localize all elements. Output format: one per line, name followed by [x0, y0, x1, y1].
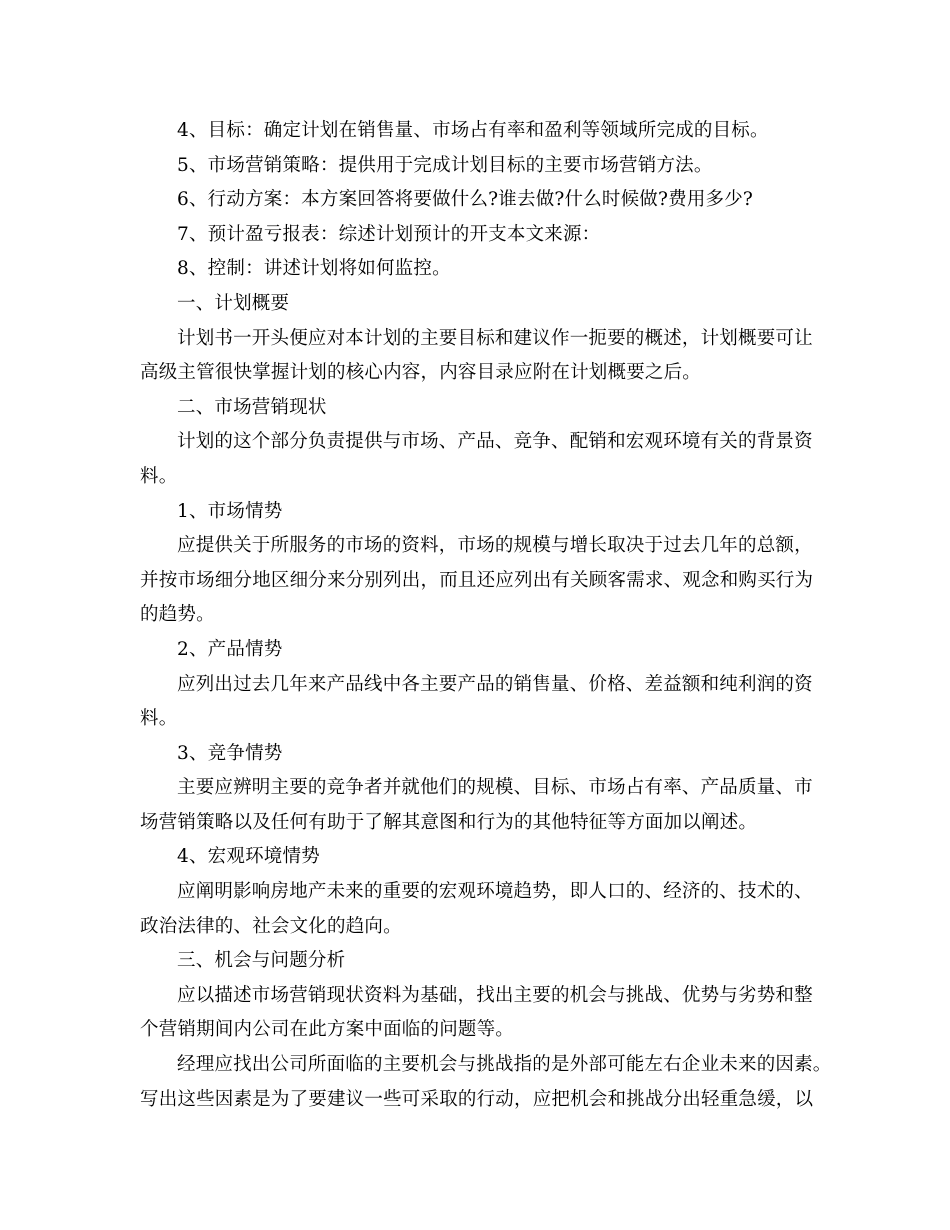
text-line: 4、目标：确定计划在销售量、市场占有率和盈利等领域所完成的目标。 — [177, 120, 769, 141]
text-line: 8、控制：讲述计划将如何监控。 — [177, 258, 451, 280]
text-line: 的趋势。 — [140, 604, 215, 626]
text-line: 料。 — [140, 708, 178, 730]
text-line: 高级主管很快掌握计划的核心内容，内容目录应附在计划概要之后。 — [140, 362, 702, 384]
section-heading: 三、机会与问题分析 — [177, 950, 346, 972]
document-page — [140, 114, 830, 1117]
section-heading: 一、计划概要 — [177, 292, 290, 314]
text-line: 应以描述市场营销现状资料为基础，找出主要的机会与挑战、优势与劣势和整 — [177, 984, 813, 1006]
text-line: 写出这些因素是为了要建议一些可采取的行动，应把机会和挑战分出轻重急缓，以 — [140, 1088, 814, 1110]
text-line: 应列出过去几年来产品线中各主要产品的销售量、价格、差益额和纯利润的资 — [177, 673, 813, 695]
text-line: 个营销期间内公司在此方案中面临的问题等。 — [140, 1019, 515, 1041]
text-line: 经理应找出公司所面临的主要机会与挑战指的是外部可能左右企业未来的因素。 — [177, 1054, 832, 1076]
text-line: 主要应辨明主要的竞争者并就他们的规模、目标、市场占有率、产品质量、市 — [177, 777, 813, 799]
text-line: 5、市场营销策略：提供用于完成计划目标的主要市场营销方法。 — [177, 154, 713, 176]
subsection-heading: 3、竞争情势 — [177, 742, 283, 764]
subsection-heading: 2、产品情势 — [177, 638, 283, 660]
text-line: 6、行动方案：本方案回答将要做什么?谁去做?什么时候做?费用多少? — [177, 189, 754, 211]
text-line: 计划书一开头便应对本计划的主要目标和建议作一扼要的概述，计划概要可让 — [177, 327, 813, 349]
text-line: 并按市场细分地区细分来分别列出，而且还应列出有关顾客需求、观念和购买行为 — [140, 569, 814, 591]
text-line: 场营销策略以及任何有助于了解其意图和行为的其他特征等方面加以阐述。 — [140, 811, 758, 833]
text-line: 应阐明影响房地产未来的重要的宏观环境趋势，即人口的、经济的、技术的、 — [177, 881, 813, 903]
text-line: 应提供关于所服务的市场的资料，市场的规模与增长取决于过去几年的总额， — [177, 535, 813, 557]
text-line: 计划的这个部分负责提供与市场、产品、竞争、配销和宏观环境有关的背景资 — [177, 431, 813, 453]
subsection-heading: 1、市场情势 — [177, 500, 283, 522]
text-line: 7、预计盈亏报表：综述计划预计的开支本文来源： — [177, 223, 601, 245]
text-line: 政治法律的、社会文化的趋向。 — [140, 915, 402, 937]
section-heading: 二、市场营销现状 — [177, 396, 327, 418]
subsection-heading: 4、宏观环境情势 — [177, 846, 320, 868]
text-line: 料。 — [140, 465, 178, 487]
